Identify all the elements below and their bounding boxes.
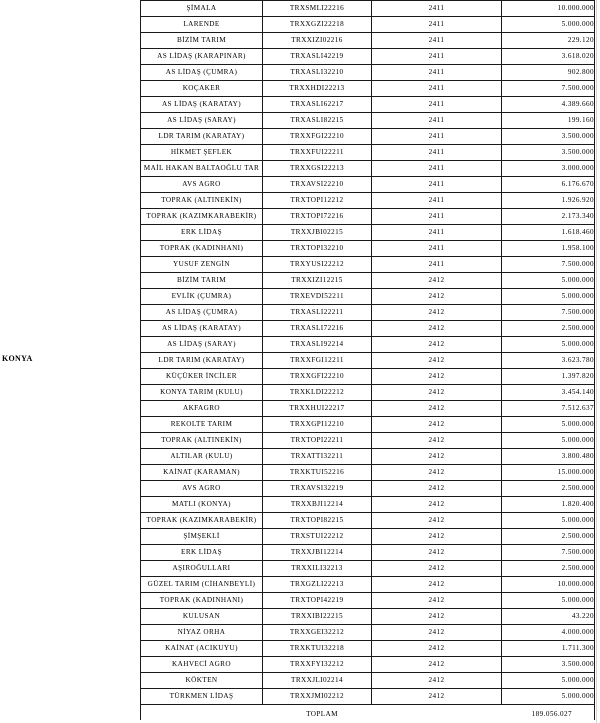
cell-month[interactable]: 2411 <box>372 161 502 177</box>
table-row <box>141 337 595 353</box>
cell-name[interactable]: NİYAZ ORHA <box>141 625 263 641</box>
cell-code[interactable]: TRXTOPI82215 <box>263 513 372 529</box>
table-row <box>141 689 595 705</box>
cell-code[interactable]: TRXXBJI12214 <box>263 497 372 513</box>
cell-month[interactable]: 2411 <box>372 1 502 17</box>
cell-name[interactable]: AS LİDAŞ (SARAY) <box>141 337 263 353</box>
cell-code[interactable]: TRXXJBI02215 <box>263 225 372 241</box>
cell-name[interactable]: TOPRAK (KADINHANI) <box>141 241 263 257</box>
cell-code[interactable]: TRXXFYI32212 <box>263 657 372 673</box>
cell-code[interactable]: TRXTOPI12212 <box>263 193 372 209</box>
cell-month[interactable]: 2412 <box>372 481 502 497</box>
table-row <box>141 449 595 465</box>
cell-name[interactable]: AS LİDAŞ (ÇUMRA) <box>141 65 263 81</box>
cell-name[interactable]: ŞİMŞEKLİ <box>141 529 263 545</box>
cell-name[interactable]: ERK LİDAŞ <box>141 545 263 561</box>
table-row <box>141 577 595 593</box>
cell-month[interactable]: 2411 <box>372 97 502 113</box>
cell-amount[interactable]: 3.000.000 <box>502 161 595 177</box>
cell-name[interactable]: ALTILAR (KULU) <box>141 449 263 465</box>
cell-code[interactable]: TRXXILI32213 <box>263 561 372 577</box>
table-row <box>141 593 595 609</box>
cell-code[interactable]: TRXKTUI52216 <box>263 465 372 481</box>
cell-name[interactable]: AVS AGRO <box>141 177 263 193</box>
cell-amount[interactable]: 1.711.300 <box>502 641 595 657</box>
cell-code[interactable]: TRXTOPI22211 <box>263 433 372 449</box>
cell-amount[interactable]: 7.500.000 <box>502 545 595 561</box>
cell-amount[interactable]: 5.000.000 <box>502 337 595 353</box>
table-row <box>141 81 595 97</box>
cell-name[interactable]: BİZİM TARIM <box>141 33 263 49</box>
cell-name[interactable]: TOPRAK (KAZIMKARABEKİR) <box>141 513 263 529</box>
cell-amount[interactable]: 902.800 <box>502 65 595 81</box>
cell-month[interactable]: 2412 <box>372 545 502 561</box>
total-amount[interactable]: 189.056.027 <box>531 710 572 718</box>
cell-month[interactable]: 2412 <box>372 529 502 545</box>
table-row <box>141 497 595 513</box>
cell-code[interactable]: TRXASLI22211 <box>263 305 372 321</box>
table-row <box>141 657 595 673</box>
table-row <box>141 401 595 417</box>
cell-name[interactable]: LARENDE <box>141 17 263 33</box>
cell-month[interactable]: 2412 <box>372 385 502 401</box>
cell-amount[interactable]: 4.389.660 <box>502 97 595 113</box>
cell-name[interactable]: BİZİM TARIM <box>141 273 263 289</box>
cell-code[interactable]: TRXXGZI22218 <box>263 17 372 33</box>
cell-code[interactable]: TRXTOPI32210 <box>263 241 372 257</box>
cell-code[interactable]: TRXAVSI22210 <box>263 177 372 193</box>
cell-month[interactable]: 2412 <box>372 513 502 529</box>
cell-month[interactable]: 2412 <box>372 625 502 641</box>
cell-code[interactable]: TRXXHDI22213 <box>263 81 372 97</box>
table-row <box>141 433 595 449</box>
cell-code[interactable]: TRXSTUI22212 <box>263 529 372 545</box>
cell-amount[interactable]: 3.500.000 <box>502 145 595 161</box>
cell-name[interactable]: TOPRAK (KADINHANI) <box>141 593 263 609</box>
cell-name[interactable]: LDR TARIM (KARATAY) <box>141 353 263 369</box>
cell-amount[interactable]: 5.000.000 <box>502 433 595 449</box>
cell-month[interactable]: 2412 <box>372 689 502 705</box>
cell-code[interactable]: TRXXGPI12210 <box>263 417 372 433</box>
table-row <box>141 353 595 369</box>
table-row <box>141 113 595 129</box>
cell-month[interactable]: 2411 <box>372 81 502 97</box>
cell-amount[interactable]: 2.173.340 <box>502 209 595 225</box>
cell-code[interactable]: TRXXGEI32212 <box>263 625 372 641</box>
cell-name[interactable]: KONYA TARIM (KULU) <box>141 385 263 401</box>
cell-month[interactable]: 2412 <box>372 369 502 385</box>
table-row <box>141 289 595 305</box>
cell-month[interactable]: 2412 <box>372 465 502 481</box>
cell-amount[interactable]: 2.500.000 <box>502 481 595 497</box>
cell-amount[interactable]: 1.397.820 <box>502 369 595 385</box>
cell-month[interactable]: 2411 <box>372 113 502 129</box>
cell-name[interactable]: MATLI (KONYA) <box>141 497 263 513</box>
cell-month[interactable]: 2411 <box>372 225 502 241</box>
cell-code[interactable]: TRXXFGI12211 <box>263 353 372 369</box>
table-row <box>141 673 595 689</box>
cell-name[interactable]: TOPRAK (ALTINEKİN) <box>141 433 263 449</box>
cell-month[interactable]: 2412 <box>372 497 502 513</box>
cell-code[interactable]: TRXXIBI22215 <box>263 609 372 625</box>
table-row <box>141 417 595 433</box>
cell-month[interactable]: 2412 <box>372 305 502 321</box>
cell-amount[interactable]: 1.958.100 <box>502 241 595 257</box>
table-row <box>141 641 595 657</box>
cell-amount[interactable]: 3.618.020 <box>502 49 595 65</box>
cell-name[interactable]: AS LİDAŞ (ÇUMRA) <box>141 305 263 321</box>
cell-month[interactable]: 2412 <box>372 577 502 593</box>
cell-amount[interactable]: 5.000.000 <box>502 273 595 289</box>
cell-month[interactable]: 2412 <box>372 289 502 305</box>
table-row <box>141 209 595 225</box>
cell-amount[interactable]: 5.000.000 <box>502 513 595 529</box>
table-row <box>141 481 595 497</box>
cell-amount[interactable]: 3.500.000 <box>502 129 595 145</box>
cell-month[interactable]: 2411 <box>372 33 502 49</box>
cell-code[interactable]: TRXXGSI22213 <box>263 161 372 177</box>
cell-month[interactable]: 2412 <box>372 673 502 689</box>
cell-month[interactable]: 2412 <box>372 593 502 609</box>
cell-month[interactable]: 2411 <box>372 193 502 209</box>
cell-name[interactable]: KAİNAT (ACIKUYU) <box>141 641 263 657</box>
cell-code[interactable]: TRXASLI92214 <box>263 337 372 353</box>
cell-month[interactable]: 2411 <box>372 49 502 65</box>
cell-name[interactable]: AS LİDAŞ (KARAPINAR) <box>141 49 263 65</box>
table-row <box>141 17 595 33</box>
cell-name[interactable]: ERK LİDAŞ <box>141 225 263 241</box>
cell-name[interactable]: TÜRKMEN LİDAŞ <box>141 689 263 705</box>
cell-code[interactable]: TRXASLI72216 <box>263 321 372 337</box>
table-row <box>141 49 595 65</box>
cell-month[interactable]: 2412 <box>372 657 502 673</box>
cell-code[interactable]: TRXATTI32211 <box>263 449 372 465</box>
cell-amount[interactable]: 2.500.000 <box>502 561 595 577</box>
cell-name[interactable]: KÖKTEN <box>141 673 263 689</box>
cell-amount[interactable]: 7.500.000 <box>502 305 595 321</box>
cell-code[interactable]: TRXGZLI22213 <box>263 577 372 593</box>
cell-code[interactable]: TRXAVSI32219 <box>263 481 372 497</box>
cell-code[interactable]: TRXXIZI02216 <box>263 33 372 49</box>
cell-amount[interactable]: 5.000.000 <box>502 689 595 705</box>
cell-month[interactable]: 2412 <box>372 337 502 353</box>
cell-amount[interactable]: 3.800.480 <box>502 449 595 465</box>
cell-amount[interactable]: 1.820.400 <box>502 497 595 513</box>
cell-amount[interactable]: 43.220 <box>502 609 595 625</box>
cell-code[interactable]: TRXXHUI22217 <box>263 401 372 417</box>
cell-code[interactable]: TRXXGFI22210 <box>263 369 372 385</box>
table-row <box>141 33 595 49</box>
cell-name[interactable]: GÜZEL TARIM (CİHANBEYLİ) <box>141 577 263 593</box>
total-cell-name[interactable] <box>141 705 263 721</box>
table-row <box>141 321 595 337</box>
cell-name[interactable]: AŞIROĞULLARI <box>141 561 263 577</box>
cell-amount[interactable]: 2.500.000 <box>502 321 595 337</box>
table-row <box>141 1 595 17</box>
cell-code[interactable]: TRXXIZI12215 <box>263 273 372 289</box>
cell-code[interactable]: TRXXFUI22211 <box>263 145 372 161</box>
region-label[interactable]: KONYA <box>2 354 33 363</box>
table-row <box>141 257 595 273</box>
table-row <box>141 385 595 401</box>
cell-name[interactable]: AVS AGRO <box>141 481 263 497</box>
table-row <box>141 369 595 385</box>
cell-name[interactable]: YUSUF ZENGİN <box>141 257 263 273</box>
cell-month[interactable]: 2411 <box>372 65 502 81</box>
cell-month[interactable]: 2411 <box>372 17 502 33</box>
cell-name[interactable]: KULUSAN <box>141 609 263 625</box>
cell-name[interactable]: AKFAGRO <box>141 401 263 417</box>
cell-amount[interactable]: 1.926.920 <box>502 193 595 209</box>
cell-amount[interactable]: 10.000.000 <box>502 1 595 17</box>
cell-month[interactable]: 2412 <box>372 609 502 625</box>
cell-code[interactable]: TRXXJMI02212 <box>263 689 372 705</box>
table-row <box>141 225 595 241</box>
cell-amount[interactable]: 199.160 <box>502 113 595 129</box>
cell-name[interactable]: LDR TARIM (KARATAY) <box>141 129 263 145</box>
cell-month[interactable]: 2411 <box>372 241 502 257</box>
total-label[interactable]: TOPLAM <box>306 710 338 718</box>
cell-code[interactable]: TRXTOPI42219 <box>263 593 372 609</box>
cell-month[interactable]: 2412 <box>372 353 502 369</box>
cell-month[interactable]: 2412 <box>372 401 502 417</box>
cell-month[interactable]: 2412 <box>372 561 502 577</box>
cell-month[interactable]: 2412 <box>372 449 502 465</box>
cell-name[interactable]: ŞİMALA <box>141 1 263 17</box>
cell-name[interactable]: KAİNAT (KARAMAN) <box>141 465 263 481</box>
table-row <box>141 305 595 321</box>
cell-amount[interactable]: 229.120 <box>502 33 595 49</box>
cell-name[interactable]: KAHVECİ AGRO <box>141 657 263 673</box>
table-row <box>141 161 595 177</box>
table-row <box>141 545 595 561</box>
cell-month[interactable]: 2411 <box>372 129 502 145</box>
cell-amount[interactable]: 7.512.637 <box>502 401 595 417</box>
table-row <box>141 129 595 145</box>
cell-amount[interactable]: 4.000.000 <box>502 625 595 641</box>
cell-name[interactable]: REKOLTE TARIM <box>141 417 263 433</box>
cell-code[interactable]: TRXASLI62217 <box>263 97 372 113</box>
cell-code[interactable]: TRXASLI32210 <box>263 65 372 81</box>
cell-month[interactable]: 2412 <box>372 273 502 289</box>
cell-name[interactable]: HİKMET ŞEFLEK <box>141 145 263 161</box>
cell-month[interactable]: 2411 <box>372 177 502 193</box>
table-row <box>141 97 595 113</box>
cell-month[interactable]: 2412 <box>372 321 502 337</box>
cell-amount[interactable]: 1.618.460 <box>502 225 595 241</box>
cell-code[interactable]: TRXXJBI12214 <box>263 545 372 561</box>
allocation-table <box>140 0 595 720</box>
cell-code[interactable]: TRXYUSI22212 <box>263 257 372 273</box>
cell-code[interactable]: TRXEVDI52211 <box>263 289 372 305</box>
cell-amount[interactable]: 5.000.000 <box>502 289 595 305</box>
cell-code[interactable]: TRXTOPI72216 <box>263 209 372 225</box>
cell-name[interactable]: KÜÇÜKER İNCİLER <box>141 369 263 385</box>
cell-code[interactable]: TRXASLI42219 <box>263 49 372 65</box>
cell-amount[interactable]: 10.000.000 <box>502 577 595 593</box>
cell-amount[interactable]: 5.000.000 <box>502 673 595 689</box>
cell-name[interactable]: EVLİK (ÇUMRA) <box>141 289 263 305</box>
cell-amount[interactable]: 7.500.000 <box>502 81 595 97</box>
table-row <box>141 273 595 289</box>
cell-code[interactable]: TRXASLI82215 <box>263 113 372 129</box>
cell-code[interactable]: TRXSMLI22216 <box>263 1 372 17</box>
cell-code[interactable]: TRXKTUI32218 <box>263 641 372 657</box>
table-row <box>141 529 595 545</box>
cell-month[interactable]: 2411 <box>372 145 502 161</box>
table-row <box>141 241 595 257</box>
cell-name[interactable]: TOPRAK (KAZIMKARABEKİR) <box>141 209 263 225</box>
table-row <box>141 609 595 625</box>
cell-month[interactable]: 2411 <box>372 209 502 225</box>
cell-name[interactable]: TOPRAK (ALTINEKİN) <box>141 193 263 209</box>
cell-name[interactable]: MAİL HAKAN BALTAOĞLU TAR <box>141 161 263 177</box>
table-row <box>141 561 595 577</box>
cell-name[interactable]: KOÇAKER <box>141 81 263 97</box>
cell-amount[interactable]: 15.000.000 <box>502 465 595 481</box>
cell-amount[interactable]: 2.500.000 <box>502 529 595 545</box>
table-row <box>141 177 595 193</box>
cell-month[interactable]: 2411 <box>372 257 502 273</box>
cell-amount[interactable]: 5.000.000 <box>502 17 595 33</box>
cell-name[interactable]: AS LİDAŞ (KARATAY) <box>141 97 263 113</box>
table-row <box>141 465 595 481</box>
cell-code[interactable]: TRXKLDI22212 <box>263 385 372 401</box>
cell-name[interactable]: AS LİDAŞ (SARAY) <box>141 113 263 129</box>
cell-month[interactable]: 2412 <box>372 417 502 433</box>
cell-amount[interactable]: 6.176.670 <box>502 177 595 193</box>
cell-amount[interactable]: 7.500.000 <box>502 257 595 273</box>
table-row <box>141 193 595 209</box>
cell-code[interactable]: TRXXFGI22210 <box>263 129 372 145</box>
table-body <box>141 1 595 721</box>
cell-amount[interactable]: 3.623.780 <box>502 353 595 369</box>
table-row <box>141 145 595 161</box>
cell-amount[interactable]: 3.454.140 <box>502 385 595 401</box>
gridline <box>596 0 597 723</box>
cell-name[interactable]: AS LİDAŞ (KARATAY) <box>141 321 263 337</box>
cell-amount[interactable]: 3.500.000 <box>502 657 595 673</box>
table-row <box>141 513 595 529</box>
cell-month[interactable]: 2412 <box>372 433 502 449</box>
cell-amount[interactable]: 5.000.000 <box>502 417 595 433</box>
table-row <box>141 65 595 81</box>
cell-month[interactable]: 2412 <box>372 641 502 657</box>
table-row <box>141 625 595 641</box>
cell-amount[interactable]: 5.000.000 <box>502 593 595 609</box>
cell-code[interactable]: TRXXJLI02214 <box>263 673 372 689</box>
